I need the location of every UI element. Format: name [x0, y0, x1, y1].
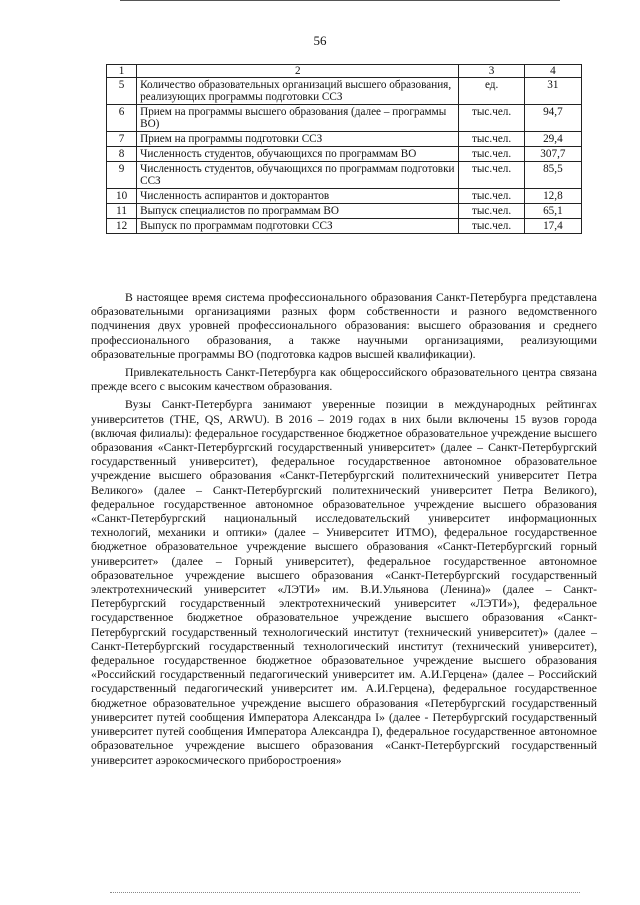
row-number: 10 — [107, 189, 137, 204]
row-number: 11 — [107, 204, 137, 219]
row-label: Прием на программы высшего образования (далее – программы ВО) — [137, 105, 459, 132]
row-label: Прием на программы подготовки ССЗ — [137, 132, 459, 147]
row-unit: тыс.чел. — [459, 219, 524, 234]
table-row — [107, 132, 582, 147]
row-unit: ед. — [459, 78, 524, 105]
row-number: 6 — [107, 105, 137, 132]
table-header-row — [107, 65, 582, 78]
row-value: 12,8 — [524, 189, 581, 204]
table-row — [107, 147, 582, 162]
body-text — [91, 291, 597, 772]
table-row — [107, 189, 582, 204]
row-number: 5 — [107, 78, 137, 105]
table-row — [107, 204, 582, 219]
scan-bottom-edge — [110, 892, 580, 895]
paragraph-attractiveness: Привлекательность Санкт-Петербурга как общероссийского образовательного центра связана прежде всего с высоким качеством образования. — [91, 366, 597, 394]
row-value: 85,5 — [524, 162, 581, 189]
row-number: 12 — [107, 219, 137, 234]
row-label: Выпуск специалистов по программам ВО — [137, 204, 459, 219]
table-header-cell: 1 — [107, 65, 137, 78]
row-value: 94,7 — [524, 105, 581, 132]
row-unit: тыс.чел. — [459, 132, 524, 147]
paragraph-rankings: Вузы Санкт-Петербурга занимают уверенные позиции в международных рейтингах университетов (THE, QS, ARWU). В 2016 – 2019 годах в них были включены 15 вузов города (включая филиалы): федеральное государственное бюджетное образовательное учреждение высшего образования «Санкт-Петербургский государственный университет» (далее – Санкт-Петербургский государственный университет), федеральное государственное автономное образовательное учреждение высшего образования «Санкт-Петербургский политехнический университет Петра Великого» (далее – Санкт-Петербургский политехнический университет Петра Великого), федеральное государственное автономное образовательное учреждение высшего образования «Санкт-Петербургский национальный исследовательский университет информационных технологий, механики и оптики» (далее – Университет ИТМО), федеральное государственное бюджетное образовательное учреждение высшего образования «Санкт-Петербургский горный университет» (далее – Горный университет), федеральное государственное автономное образовательное учреждение высшего образования «Санкт-Петербургский государственный электротехнический университет «ЛЭТИ» им. В.И.Ульянова (Ленина)» (далее – Санкт-Петербургский государственный электротехнический университет «ЛЭТИ»), федеральное государственное бюджетное образовательное учреждение высшего образования «Санкт-Петербургский государственный технологический институт (технический университет)» (далее – Санкт-Петербургский государственный технологический институт (технический университет), федеральное государственное бюджетное образовательное учреждение высшего образования «Российский государственный педагогический университет им. А.И.Герцена» (далее – Российский государственный педагогический университет им. А.И.Герцена), федеральное государственное бюджетное образовательное учреждение высшего образования «Петербургский государственный университет путей сообщения Императора Александра I» (далее - Петербургский государственный университет путей сообщения Императора Александра I), федеральное государственное автономное образовательное учреждение высшего образования «Санкт-Петербургский государственный университет аэрокосмического приборостроения» — [91, 398, 597, 767]
table-row — [107, 219, 582, 234]
paragraph-system-overview: В настоящее время система профессионального образования Санкт-Петербурга представлена образовательными организациями разных форм собственности и разного ведомственного подчинения двух уровней профессионального образования: высшего образования и среднего профессионального образования, а также научными организациями, реализующими образовательные программы ВО (подготовка кадров высшей квалификации). — [91, 291, 597, 361]
table-header-cell: 2 — [137, 65, 459, 78]
table-header-cell: 3 — [459, 65, 524, 78]
row-number: 9 — [107, 162, 137, 189]
table-row — [107, 162, 582, 189]
row-unit: тыс.чел. — [459, 162, 524, 189]
row-value: 307,7 — [524, 147, 581, 162]
row-unit: тыс.чел. — [459, 105, 524, 132]
row-value: 31 — [524, 78, 581, 105]
row-unit: тыс.чел. — [459, 189, 524, 204]
row-value: 17,4 — [524, 219, 581, 234]
table-row — [107, 105, 582, 132]
row-unit: тыс.чел. — [459, 204, 524, 219]
row-label: Численность студентов, обучающихся по программам ВО — [137, 147, 459, 162]
row-label: Численность студентов, обучающихся по программам подготовки ССЗ — [137, 162, 459, 189]
table-header-cell: 4 — [524, 65, 581, 78]
row-value: 29,4 — [524, 132, 581, 147]
row-unit: тыс.чел. — [459, 147, 524, 162]
row-label: Выпуск по программам подготовки ССЗ — [137, 219, 459, 234]
scan-top-edge — [120, 0, 560, 3]
row-value: 65,1 — [524, 204, 581, 219]
statistics-table — [106, 64, 582, 234]
table-row — [107, 78, 582, 105]
row-label: Численность аспирантов и докторантов — [137, 189, 459, 204]
page-number: 56 — [313, 33, 327, 48]
row-number: 8 — [107, 147, 137, 162]
row-number: 7 — [107, 132, 137, 147]
row-label: Количество образовательных организаций высшего образования, реализующих программы подготовки ССЗ — [137, 78, 459, 105]
